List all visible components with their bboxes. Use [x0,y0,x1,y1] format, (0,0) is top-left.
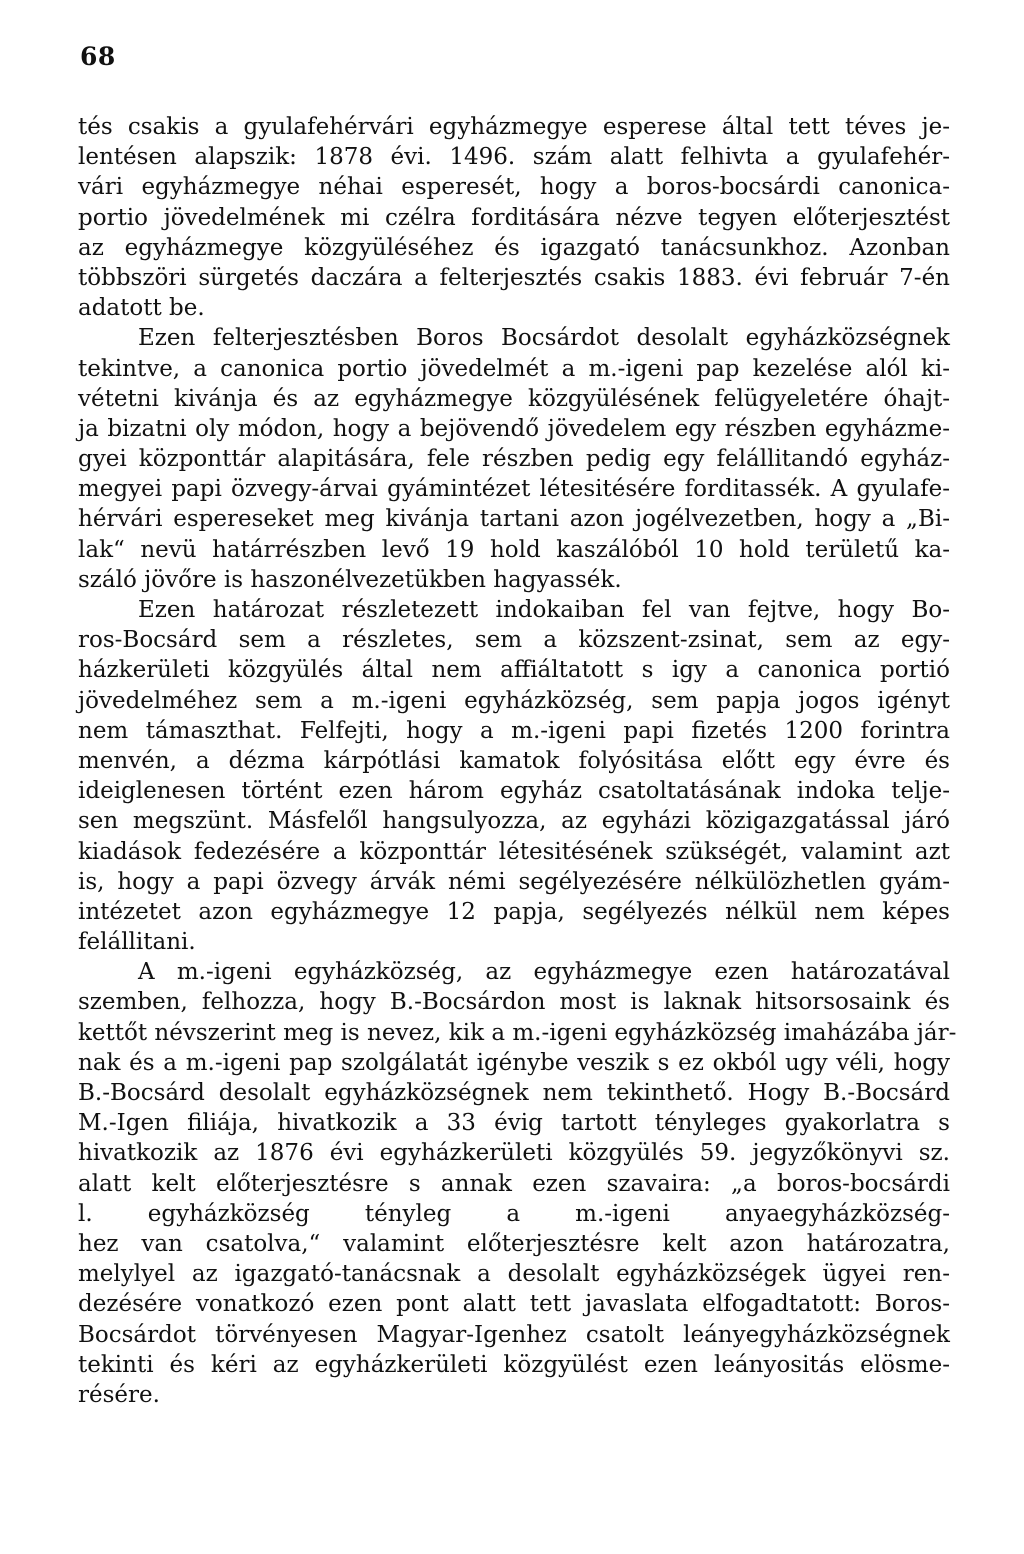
text-line: menvén, a dézma kárpótlási kamatok folyósitása előtt egy évre és [78,747,950,774]
text-line: tekintve, a canonica portio jövedelmét a m.-igeni pap kezelése alól ki- [78,355,950,382]
text-line: portio jövedelmének mi czélra forditására nézve tegyen előterjesztést [78,204,950,231]
page-number: 68 [80,42,116,71]
body-text [78,112,957,1410]
text-line: alatt kelt előterjesztésre s annak ezen szavaira: „a boros-bocsárdi [78,1170,950,1197]
text-line: tés csakis a gyulafehérvári egyházmegye esperese által tett téves je- [78,114,950,140]
text-line: sen megszünt. Másfelől hangsulyozza, az egyházi közigazgatással járó [78,808,950,835]
text-line: B.-Bocsárd desolalt egyházközségnek nem tekinthető. Hogy B.-Bocsárd [78,1080,950,1106]
text-line: melylyel az igazgató-tanácsnak a desolalt egyházközségek ügyei ren- [78,1261,950,1288]
text-line: ideiglenesen történt ezen három egyház csatoltatásának indoka telje- [78,778,950,805]
text-line: lak“ nevü határrészben levő 19 hold kaszálóból 10 hold területű ka- [78,536,950,563]
text-line: Ezen felterjesztésben Boros Bocsárdot desolalt egyházközségnek [138,325,950,352]
text-line: vári egyházmegye néhai esperesét, hogy a boros-bocsárdi canonica- [78,174,950,201]
text-line: Bocsárdot törvényesen Magyar-Igenhez csatolt leányegyházközségnek [78,1321,950,1348]
text-line: hivatkozik az 1876 évi egyházkerületi közgyülés 59. jegyzőkönyvi sz. [78,1140,950,1167]
text-line: adatott be. [78,295,205,322]
text-line: az egyházmegye közgyüléséhez és igazgató tanácsunkhoz. Azonban [78,234,950,261]
text-line: jövedelméhez sem a m.-igeni egyházközség, sem papja jogos igényt [78,687,950,714]
text-line: hez van csatolva,“ valamint előterjesztésre kelt azon határozatra, [78,1230,950,1257]
text-line: száló jövőre is haszonélvezetükben hagyassék. [78,566,622,593]
text-line: lentésen alapszik: 1878 évi. 1496. szám alatt felhivta a gyulafehér- [78,144,950,171]
text-line: dezésére vonatkozó ezen pont alatt tett javaslata elfogadtatott: Boros- [78,1291,950,1318]
text-line: szemben, felhozza, hogy B.-Bocsárdon most is laknak hitsorsosaink és [78,989,950,1016]
text-line: nak és a m.-igeni pap szolgálatát igénybe veszik s ez okból ugy véli, hogy [78,1049,950,1076]
text-line: többszöri sürgetés daczára a felterjesztés csakis 1883. évi február 7-én [78,264,950,291]
text-line: A m.-igeni egyházközség, az egyházmegye ezen határozatával [138,959,950,986]
text-line: ja bizatni oly módon, hogy a bejövendő jövedelem egy részben egyházme- [78,415,950,442]
text-line: kettőt névszerint meg is nevez, kik a m.-igeni egyházközség imaházába jár- [78,1019,957,1046]
text-line: Ezen határozat részletezett indokaiban fel van fejtve, hogy Bo- [138,597,950,623]
text-line: megyei papi özvegy-árvai gyámintézet létesitésére forditassék. A gyulafe- [78,476,950,503]
text-line: ros-Bocsárd sem a részletes, sem a közszent-zsinat, sem az egy- [78,627,950,654]
text-line: is, hogy a papi özvegy árvák némi segélyezésére nélkülözhetlen gyám- [78,868,950,895]
text-line: l. egyházközség tényleg a m.-igeni anyaegyházközség- [78,1200,950,1227]
text-line: kiadások fedezésére a központtár létesitésének szükségét, valamint azt [78,838,950,865]
text-line: tekinti és kéri az egyházkerületi közgyülést ezen leányositás elösme- [78,1351,950,1378]
text-line: gyei központtár alapitására, fele részben pedig egy felállitandó egyház- [78,446,950,473]
text-line: M.-Igen filiája, hivatkozik a 33 évig tartott tényleges gyakorlatra s [78,1110,950,1137]
text-line: felállitani. [78,929,196,956]
text-line: intézetet azon egyházmegye 12 papja, segélyezés nélkül nem képes [78,898,950,925]
text-line: házkerületi közgyülés által nem affiáltatott s igy a canonica portió [78,657,950,684]
text-line: résére. [78,1381,160,1408]
text-line: nem támaszthat. Felfejti, hogy a m.-igeni papi fizetés 1200 forintra [78,717,950,744]
text-line: vétetni kivánja és az egyházmegye közgyülésének felügyeletére óhajt- [78,385,950,412]
text-line: hérvári espereseket meg kivánja tartani azon jogélvezetben, hogy a „Bi- [78,506,950,533]
